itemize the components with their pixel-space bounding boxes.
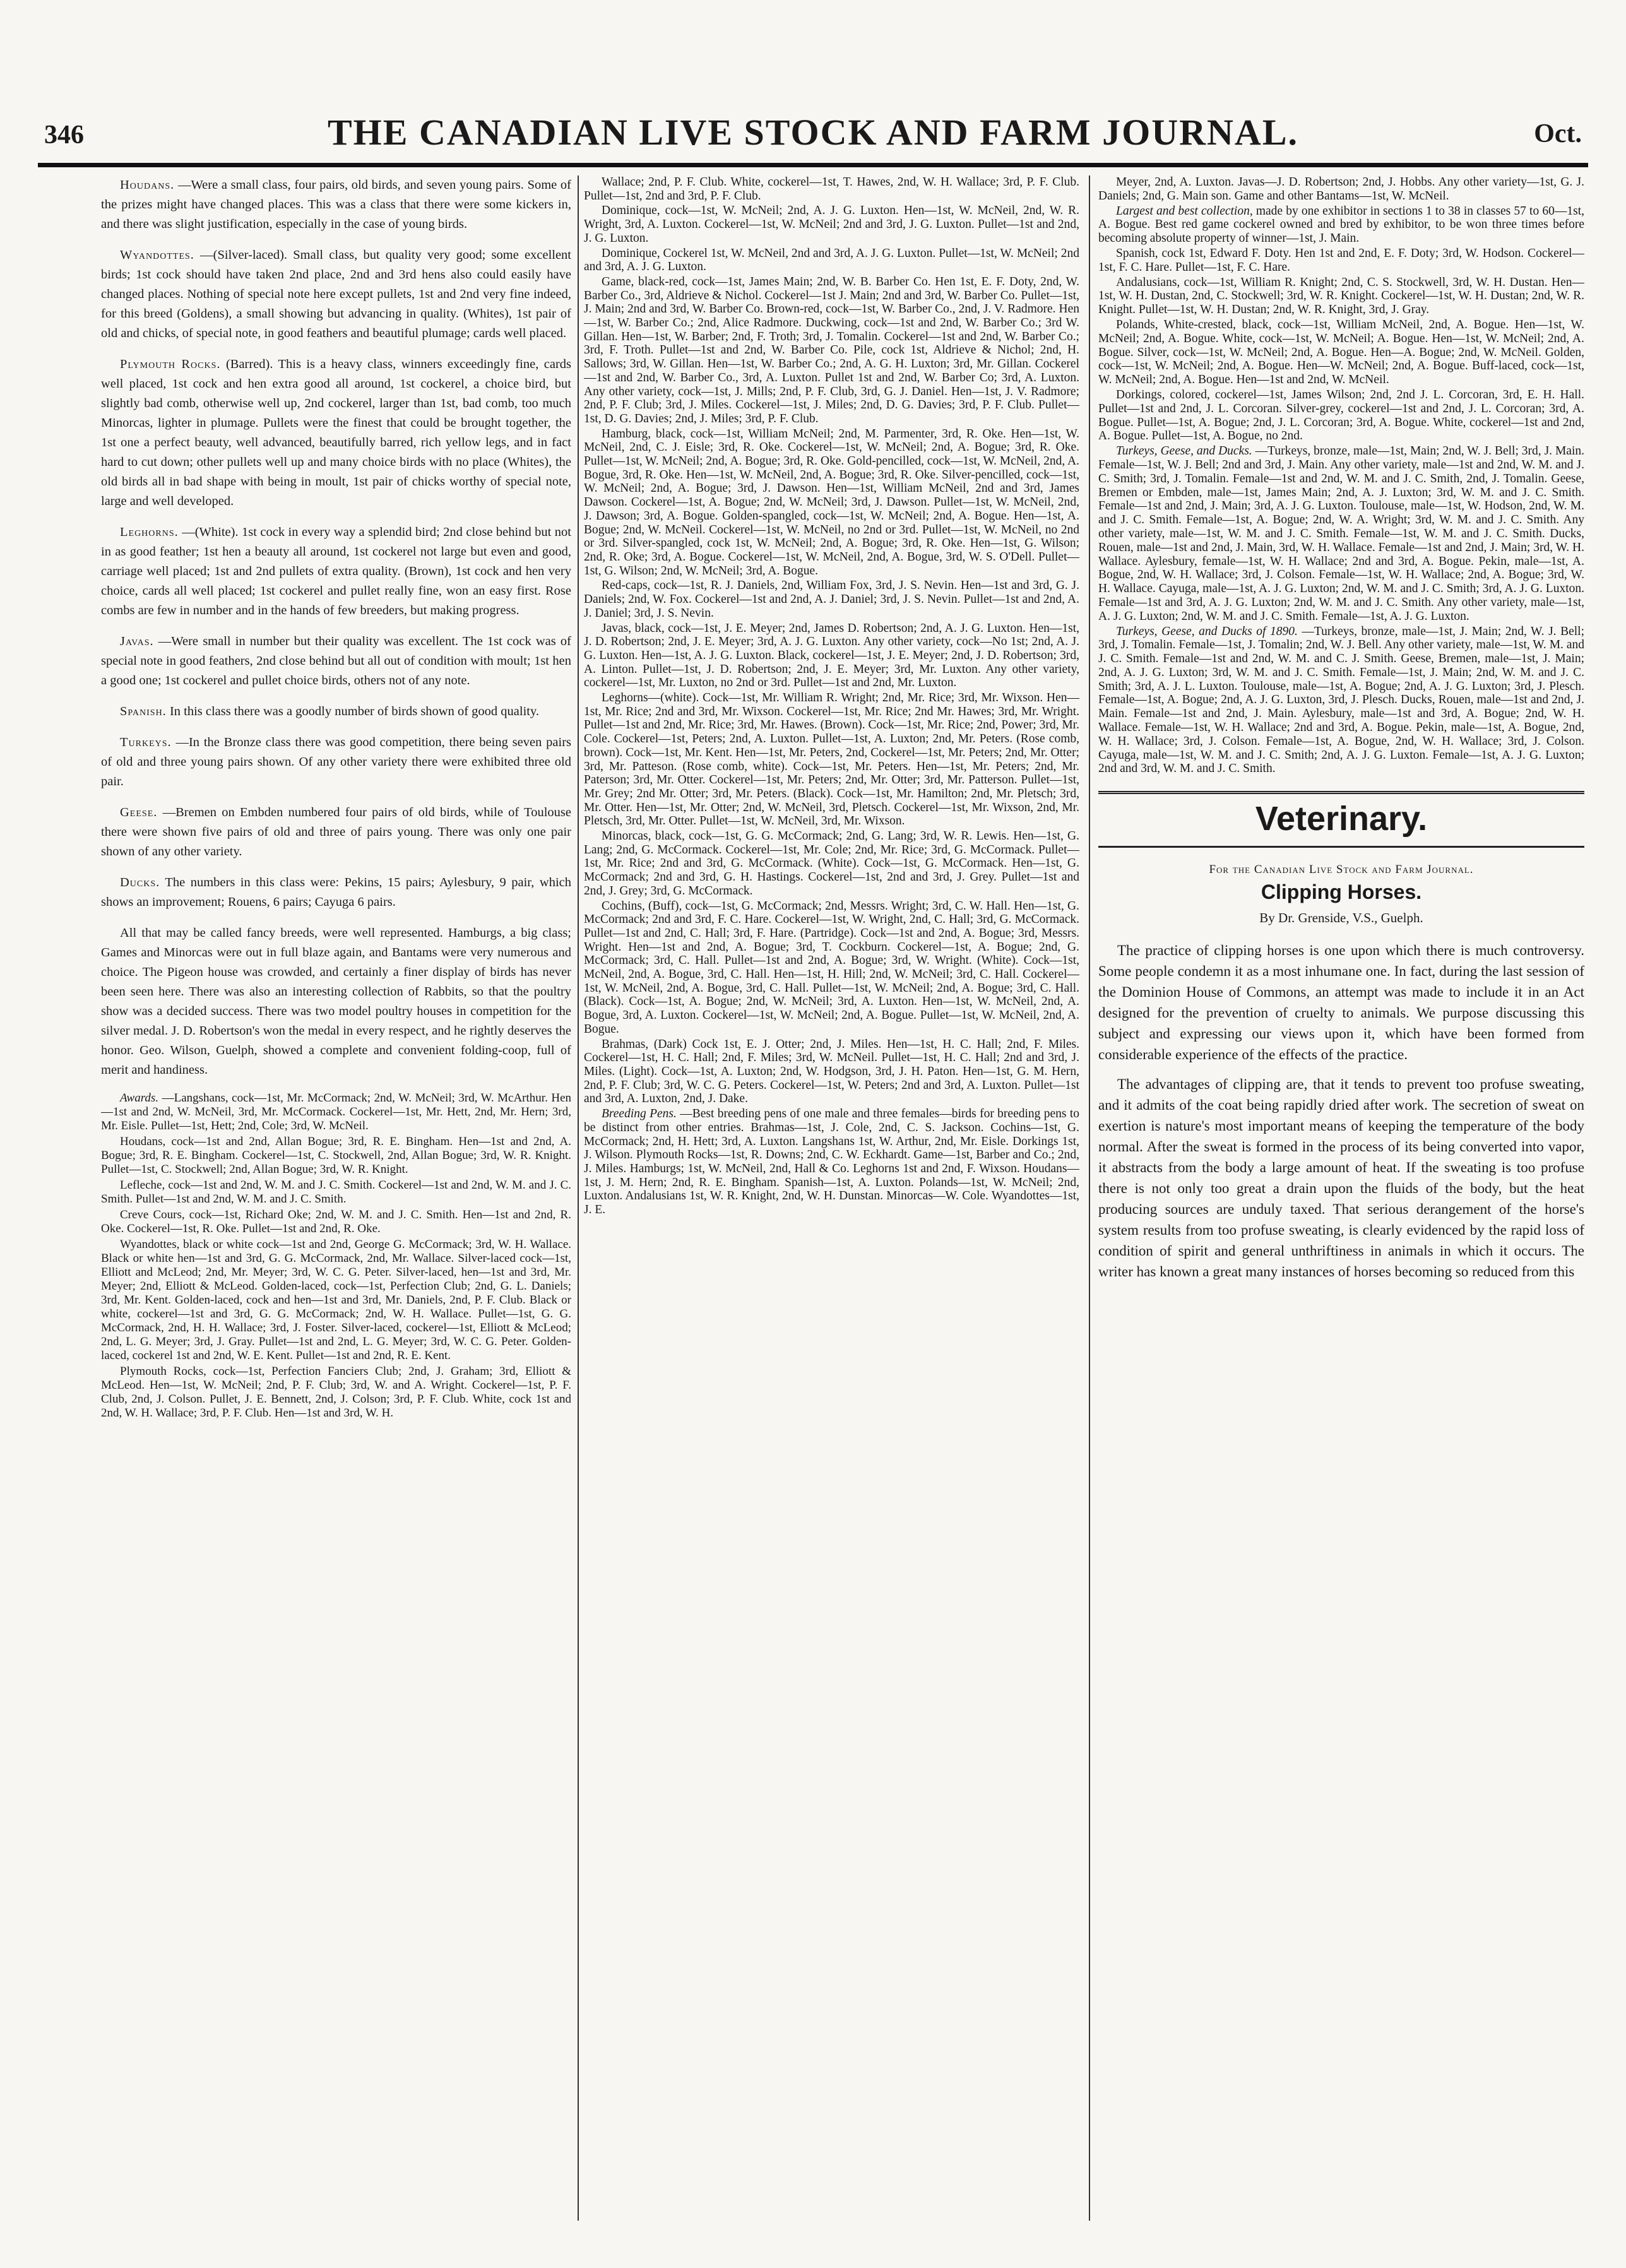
- paragraph-text: Polands, White-crested, black, cock—1st, William McNeil, 2nd, A. Bogue. Hen—1st, W. McNeil; 2nd, A. Bogue. White, cock—1st, W. McNeil; A. Bogue. Hen—1st, W. McNeil; 2nd, A. Bogue. Silver, cock—1st, W. McNeil; 2nd, A. Bogue. Hen—A. Bogue; 2nd, W. McNeil. Golden, cock—1st, W. McNeil; 2nd, A. Bogue. Hen—W. McNeil; 2nd, A. Bogue. Buff-laced, cock—1st, W. McNeil; 2nd, A. Bogue. Hen—1st and 2nd, W. McNeil.: [1098, 318, 1584, 387]
- paragraph-text: Lefleche, cock—1st and 2nd, W. M. and J. C. Smith. Cockerel—1st and 2nd, W. M. and J. C. Smith. Pullet—1st and 2nd, W. M. and J. C. Smith.: [101, 1179, 571, 1206]
- paragraph: [1098, 318, 1584, 387]
- paragraph-lead: Ducks.: [120, 876, 160, 889]
- paragraph-text: Spanish, cock 1st, Edward F. Doty. Hen 1st and 2nd, E. F. Doty; 3rd, W. Hodson. Cockerel—1st, F. C. Hare. Pullet—1st, F. C. Hare.: [1098, 246, 1584, 274]
- paragraph-lead: Spanish.: [120, 704, 167, 718]
- article-paragraph: The practice of clipping horses is one upon which there is much controversy. Some people condemn it as a most inhumane one. In fact, during the last session of the Dominion House of Commons, an attempt was made to include it in an Act designed for the prevention of cruelty to animals. We purpose discussing this subject and expressing our views upon it, which have been formed from considerable experience of the effects of the practice.: [1098, 942, 1584, 1063]
- paragraph-text: —Were a small class, four pairs, old birds, and seven young pairs. Some of the prizes might have changed places. This was a class that there were some kickers in, and there was slight justification, especially in the case of young birds.: [101, 178, 571, 231]
- paragraph-text: made by one exhibitor in sections 1 to 38 in classes 57 to 60—1st, A. Bogue. Best red game cockerel owned and bred by exhibitor, to be won three times before becoming absolute property of winner—1st, J. Main.: [1098, 204, 1584, 246]
- paragraph: [584, 175, 1079, 203]
- paragraph-lead: Houdans.: [120, 178, 175, 192]
- paragraph-lead: Leghorns.: [120, 525, 179, 539]
- paragraph-text: Red-caps, cock—1st, R. J. Daniels, 2nd, William Fox, 3rd, J. S. Nevin. Hen—1st and 3rd, G. J. Daniels; 2nd, W. Fox. Cockerel—1st and 2nd, A. J. Daniel; 3rd, J. S. Nevin. Pullet—1st and 2nd, A. J. Daniel; 3rd, J. S. Nevin.: [584, 579, 1079, 620]
- poultry-report: [101, 175, 571, 1080]
- header-rule: [38, 163, 1588, 167]
- paragraph-text: Javas, black, cock—1st, J. E. Meyer; 2nd, James D. Robertson; 2nd, A. J. G. Luxton. Hen—1st, J. D. Robertson; 2nd, J. E. Meyer; 3rd, A. J. G. Luxton. Any other variety, cock—No 1st; 2nd, A. J. G. Luxton. Hen—1st, A. J. G. Luxton. Black, cockerel—1st, J. E. Meyer; 2nd, J. D. Robertson; 3rd, A. Linton. Pullet—1st, J. D. Robertson; 2nd, J. E. Meyer; 3rd, Mr. Luxton. Any other variety, cockerel—1st, Mr. Luxton, no 2nd or 3rd. Pullet—1st and 2nd, Mr. Luxton.: [584, 621, 1079, 690]
- paragraph: [101, 923, 571, 1080]
- paragraph-text: Game, black-red, cock—1st, James Main; 2nd, W. B. Barber Co. Hen 1st, E. F. Doty, 2nd, W. Barber Co., 3rd, Aldrieve & Nichol. Cockerel—1st J. Main; 2nd and 3rd, W. Barber Co. Pullet—1st, J. Main; 2nd and 3rd, W. Barber Co. Brown-red, cock—1st, W. Barber Co., 2nd, J. V. Radmore. Hen—1st, W. Barber Co.; 2nd, Alice Radmore. Duckwing, cock—1st and 2nd, W. Barber Co.; 3rd W. Gillan. Hen—1st, W. Barber; 2nd, F. Troth; 3rd, J. Tomalin. Cockerel—1st and 2nd, W. Barber Co.; 3rd, F. Troth. Pullet—1st and 2nd, W. Barber Co. Pile, cock 1st, Aldrieve & Nichol; 2nd, H. Sallows; 3rd, W. Gillan. Hen—1st, W. Barber Co.; 2nd, A. G. H. Luxton; 3rd, Mr. Gillan. Cockerel—1st and 2nd, W. Barber Co., 3rd, A. Luxton. Pullet 1st and 2nd, W. Barber Co; 3rd, A. Luxton. Any other variety, cock—1st, J. Mills; 2nd, P. F. Club, 3rd, G. J. Daniel. Hen—1st, J. V. Radmore; 2nd, P. F. Club; 3rd, J. Miles. Cockerel—1st, J. Miles; 2nd, D. G. Davies; 3rd, P. F. Club. Pullet—1st, D. G. Davies; 2nd, J. Miles; 3rd, P. F. Club.: [584, 275, 1079, 425]
- journal-title: THE CANADIAN LIVE STOCK AND FARM JOURNAL.: [327, 112, 1299, 153]
- paragraph: [101, 873, 571, 912]
- paragraph-lead: Turkeys, Geese, and Ducks of 1890.: [1116, 624, 1298, 638]
- paragraph-lead: Turkeys.: [120, 735, 172, 749]
- paragraph-text: Dominique, Cockerel 1st, W. McNeil, 2nd and 3rd, A. J. G. Luxton. Pullet—1st, W. McNeil; 2nd and 3rd, A. J. G. Luxton.: [584, 246, 1079, 274]
- paragraph-text: Dorkings, colored, cockerel—1st, James Wilson; 2nd, 2nd J. L. Corcoran, 3rd, E. H. Hall. Pullet—1st and 2nd, J. L. Corcoran. Silver-grey, cockerel—1st and 2nd, J. L. Corcoran; 3rd, A. Bogue. Pullet—1st, A. Bogue; 2nd, J. L. Corcoran; 3rd, A. Bogue. White, cockerel—1st and 2nd, A. Bogue. Pullet—1st, A. Bogue, no 2nd.: [1098, 388, 1584, 443]
- paragraph: [584, 829, 1079, 898]
- column-1: [101, 175, 571, 2221]
- paragraph: [101, 355, 571, 511]
- paragraph: [101, 523, 571, 620]
- paragraph-lead: Breeding Pens.: [602, 1107, 677, 1121]
- column-3: [1098, 175, 1584, 2221]
- byline: By Dr. Grenside, V.S., Guelph.: [1259, 910, 1423, 926]
- page-number: 346: [44, 121, 84, 150]
- paragraph: [101, 1365, 571, 1420]
- column-divider: [1089, 175, 1090, 2221]
- paragraph: [584, 427, 1079, 578]
- article-body: [1098, 940, 1584, 1282]
- award-listings: [584, 175, 1079, 1217]
- paragraph: [1098, 247, 1584, 275]
- paragraph-lead: Wyandottes.: [120, 248, 194, 262]
- paragraph: [1098, 276, 1584, 317]
- paragraph-text: Meyer, 2nd, A. Luxton. Javas—J. D. Robertson; 2nd, J. Hobbs. Any other variety—1st, G. J. Daniels; 2nd, G. Main son. Game and other Bantams—1st, W. McNeil.: [1098, 175, 1584, 203]
- paragraph: [1098, 444, 1584, 623]
- paragraph-lead: Javas.: [120, 634, 154, 648]
- paragraph-text: —Best breeding pens of one male and three females—birds for breeding pens to be distinct from other entries. Brahmas—1st, J. Cole, 2nd, C. S. Jackson. Cochins—1st, G. McCormack; 2nd, H. Hett; 3rd, A. Luxton. Langshans 1st, W. Arthur, 2nd, Mr. Eisle. Dorkings 1st, J. Wilson. Plymouth Rocks—1st, R. Downs; 2nd, C. W. Eckhardt. Game—1st, Barber and Co.; 2nd, J. Miles. Hamburgs; 1st, W. McNeil, 2nd, Hall & Co. Leghorns 1st and 2nd, F. Wixson. Houdans—1st, J. M. Hern; 2nd, R. E. Bingham. Spanish—1st, A. Luxton. Polands—1st, W. McNeil; 2nd, Luxton. Andalusians 1st, W. R. Knight, 2nd, W. H. Dunstan. Minorcas—W. Cole. Wyandottes—1st, J. E.: [584, 1107, 1079, 1217]
- paragraph-text: —In the Bronze class there was good competition, there being seven pairs of old and three young pairs shown. Of any other variety there were exhibited three old pair.: [101, 735, 571, 788]
- paragraph-text: —Turkeys, bronze, male—1st, J. Main; 2nd, W. J. Bell; 3rd, J. Tomalin. Female—1st, J. Tomalin; 2nd, W. J. Bell. Any other variety, male—1st, W. M. and J. C. Smith. Female—1st and 2nd, W. M. and C. J. Smith. Geese, Bremen, male—1st, J. Main; 2nd, A. J. G. Luxton; 3rd, W. M. and J. C. Smith. Female—1st, J. Main; 2nd, W. M. and J. C. Smith; 3rd, A. J. L. Luxton. Toulouse, male—1st, A. Bogue; 2nd, A. J. G. Luxton; 3rd, J. Plesch. Female—1st, A. Bogue; 2nd, A. J. G. Luxton, 3rd, J. Plesch. Ducks, Rouen, male—1st and 2nd, J. Main. Female—1st and 2nd, J. Main. Aylesbury, male—1st and 3rd, A. Bogue; 2nd, W. H. Wallace. Female—1st, W. H. Wallace; 2nd and 3rd, A. Bogue. Pekin, male—1st, A. Bogue, 2nd, W. H. Wallace; 3rd, J. Colson. Female—1st, A. Bogue, 2nd, W. H. Wallace; 3rd, J. Colson. Cayuga, male—1st, W. M. and J. C. Smith; 2nd, A. J. G. Luxton. Female—1st, A. J. G. Luxton; 2nd and 3rd, W. M. and J. C. Smith.: [1098, 624, 1584, 776]
- paragraph-text: Wallace; 2nd, P. F. Club. White, cockerel—1st, T. Hawes, 2nd, W. H. Wallace; 3rd, P. F. Club. Pullet—1st, 2nd and 3rd, P. F. Club.: [584, 175, 1079, 203]
- paragraph-lead: Awards.: [120, 1091, 159, 1105]
- paragraph-lead: Plymouth Rocks.: [120, 357, 221, 371]
- paragraph: [584, 204, 1079, 245]
- paragraph: [101, 1091, 571, 1133]
- paragraph: [584, 1038, 1079, 1107]
- paragraph-text: Dominique, cock—1st, W. McNeil; 2nd, A. J. G. Luxton. Hen—1st, W. McNeil, 2nd, W. R. Wright, 3rd, A. Luxton. Cockerel—1st, W. McNeil; 2nd and 3rd, J. G. Luxton. Pullet—1st and 2nd, J. G. Luxton.: [584, 204, 1079, 245]
- paragraph: [584, 691, 1079, 828]
- award-listings-continued: [1098, 175, 1584, 776]
- paragraph-text: (Barred). This is a heavy class, winners exceedingly fine, cards well placed, 1st cock and hen extra good all around, 1st cockerel, a choice bird, but slightly bad comb, otherwise well up, 2nd cockerel, larger than 1st, bad comb, too much Minorcas, lighter in plumage. Pullets were the finest that could be brought together, the 1st one a perfect beauty, well advanced, beautifully barred, rich yellow legs, and in fact hard to cut down; other pullets well up and many choice birds with no place (Whites), the old birds all in bad shape with being in moult, 1st pair of chicks worthy of special note, large and well developed.: [101, 357, 571, 508]
- paragraph-text: Houdans, cock—1st and 2nd, Allan Bogue; 3rd, R. E. Bingham. Hen—1st and 2nd, A. Bogue; 3rd, R. E. Bingham. Cockerel—1st, C. Stockwell, 2nd, Allan Bogue; 3rd, W. R. Knight. Pullet—1st, C. Stockwell; 2nd, Allan Bogue; 3rd, W. R. Knight.: [101, 1135, 571, 1176]
- paragraph: [584, 1107, 1079, 1217]
- article-title: Clipping Horses.: [1261, 881, 1422, 904]
- poultry-awards: [101, 1091, 571, 1420]
- paragraph: [584, 622, 1079, 691]
- paragraph-text: Brahmas, (Dark) Cock 1st, E. J. Otter; 2nd, J. Miles. Hen—1st, H. C. Hall; 2nd, F. Miles. Cockerel—1st, H. C. Hall; 2nd, F. Miles; 3rd, W. McNeil. Pullet—1st, H. C. Hall; 2nd and 3rd, J. Miles. (Light). Cock—1st, A. Luxton; 2nd, W. Hodgson, 3rd, J. H. Paton. Hen—1st, G. M. Hern, 2nd, P. F. Club; 3rd, W. C. G. Peters. Cockerel—1st, W. Peters; 2nd and 3rd, A. Luxton. Pullet—1st and 3rd, A. Luxton, 2nd, J. Dake.: [584, 1037, 1079, 1106]
- paragraph-text: —Were small in number but their quality was excellent. The 1st cock was of special note in good feathers, 2nd close behind but all out of condition with moult; 1st hen a good one; 1st cockerel and pullet choice birds, others not of any note.: [101, 634, 571, 687]
- paragraph-text: Plymouth Rocks, cock—1st, Perfection Fanciers Club; 2nd, J. Graham; 3rd, Elliott & McLeod. Hen—1st, W. McNeil; 2nd, P. F. Club; 3rd, W. and A. Wright. Cockerel—1st, P. F. Club, 2nd, J. Colson. Pullet, J. E. Bennett, 2nd, J. Colson; 3rd, P. F. Club. White, cock 1st and 2nd, W. H. Wallace; 3rd, P. F. Club. Hen—1st and 3rd, W. H.: [101, 1365, 571, 1420]
- section-rule: [1098, 791, 1584, 794]
- article-paragraph: The advantages of clipping are, that it tends to prevent too profuse sweating, and it admits of the coat being rapidly dried after work. The secretion of sweat on exertion is nature's most important means of keeping the temperature of the body normal. After the sweat is formed in the process of its being converted into vapor, it abstracts from the body a large amount of heat. If the sweating is too profuse there is not only too great a drain upon the fluids of the body, but the heat producing sources are unduly taxed. That serious derangement of the horse's system results from too profuse sweating, is clearly evidenced by the rapid loss of condition of spirit and general unthriftiness in animals in which it occurs. The writer has known a great many instances of horses becoming so reduced from this: [1098, 1076, 1584, 1280]
- paragraph: [584, 247, 1079, 274]
- paragraph-text: All that may be called fancy breeds, were well represented. Hamburgs, a big class; Games and Minorcas were out in full blaze again, and Bantams were very numerous and choice. The Pigeon house was crowded, and certainly a finer display of birds has never been seen here. There was also an interesting collection of Rabbits, so that the poultry show was a decided success. There was two model poultry houses in competition for the silver medal. J. D. Robertson's won the medal in every respect, and he rightly deserves the honor. Geo. Wilson, Guelph, showed a complete and convenient folding-coop, full of merit and handiness.: [101, 926, 571, 1077]
- paragraph: [584, 899, 1079, 1036]
- paragraph: [1098, 625, 1584, 776]
- paragraph: [101, 803, 571, 862]
- paragraph-text: Wyandottes, black or white cock—1st and 2nd, George G. McCormack; 3rd, W. H. Wallace. Black or white hen—1st and 3rd, G. G. McCormack, 2nd, Mr. Wallace. Silver-laced cock—1st, Elliott and McLeod; 2nd, Mr. Meyer; 3rd, W. C. G. Peter. Silver-laced, hen—1st and 3rd, Mr. Meyer; 2nd, Elliott & McLeod. Golden-laced, cock—1st, Perfection Club; 2nd, G. L. Daniels; 3rd, Mr. Kent. Golden-laced, cock and hen—1st and 3rd, Mr. Daniels, 2nd, P. F. Club. Black or white, cockerel—1st and 3rd, G. G. McCormack; 2nd, W. H. Wallace. Pullet—1st, G. G. McCormack, 2nd, H. H. Wallace; 3rd, J. Foster. Silver-laced, cockerel—1st, Elliott & McLeod; 2nd, L. G. Meyer; 3rd, J. Gray. Pullet—1st and 2nd, L. G. Meyer; 3rd, W. C. G. Peter. Golden-laced, cockerel 1st and 2nd, W. E. Kent. Pullet—1st and 2nd, R. E. Kent.: [101, 1238, 571, 1362]
- page-header: [38, 106, 1588, 157]
- paragraph: [1098, 388, 1584, 443]
- paragraph-text: In this class there was a goodly number of birds shown of good quality.: [169, 704, 540, 718]
- paragraph-text: Cochins, (Buff), cock—1st, G. McCormack; 2nd, Messrs. Wright; 3rd, C. W. Hall. Hen—1st, G. McCormack; 2nd and 3rd, F. C. Hare. Cockerel—1st, W. Wright, 2nd, C. Hall; 3rd, G. McCormack. Pullet—1st and 2nd, C. Hall; 3rd, F. Hare. (Partridge). Cock—1st and 2nd, A. Bogue; 3rd, Messrs. Wright. Hen—1st and 2nd, A. Bogue; 3rd, T. Cockburn. Cockerel—1st, A. Bogue; 2nd, G. McCormack; 3rd, C. Hall. Pullet—1st and 2nd, A. Bogue; 3rd, W. Wright. (White). Cock—1st, McNeil, 2nd, A. Bogue, 3rd, C. Hall. Hen—1st, H. Hill; 2nd, W. McNeil; 3rd, C. Hall. Cockerel—1st, W. McNeil, 2nd, A. Bogue, 3rd, C. Hall. Pullet—1st, W. McNeil; 2nd, A. Bogue; 3rd, C. Hall. (Black). Cock—1st, A. Bogue; 2nd, W. McNeil; 3rd, A. Luxton. Hen—1st, W. McNeil, 2nd, A. Bogue, 3rd, A. Luxton. Cockerel—1st, W. McNeil; 2nd, A. Bogue. Pullet—1st, W. McNeil, 2nd, A. Bogue.: [584, 899, 1079, 1036]
- paragraph-lead: Geese.: [120, 805, 158, 819]
- paragraph-text: Minorcas, black, cock—1st, G. G. McCormack; 2nd, G. Lang; 3rd, W. R. Lewis. Hen—1st, G. Lang; 2nd, G. McCormack. Cockerel—1st, Mr. Cole; 2nd, Mr. Rice; 3rd, G. McCormack. Pullet—1st, Mr. Rice; 2nd and 3rd, G. McCormack. (White). Cock—1st, G. McCormack. Hen—1st, G. McCormack; 2nd and 3rd, G. H. Hastings. Cockerel—1st, 2nd and 3rd, J. Grey. Pullet—1st and 2nd, J. Grey; 3rd, G. McCormack.: [584, 829, 1079, 898]
- issue-month: Oct.: [1534, 119, 1582, 148]
- section-rule: [1098, 846, 1584, 848]
- paragraph: [101, 733, 571, 792]
- paragraph: [1098, 175, 1584, 203]
- paragraph: [584, 579, 1079, 620]
- paragraph: [101, 246, 571, 343]
- paragraph-text: —Turkeys, bronze, male—1st, Main; 2nd, W. J. Bell; 3rd, J. Main. Female—1st, W. J. Bell; 2nd and 3rd, J. Main. Any other variety, male—1st and 2nd, W. M. and J. C. Smith; 3rd, J. Tomalin. Female—1st and 2nd, W. M. and J. C. Smith, 2nd, J. Tomalin. Geese, Bremen or Embden, male—1st, James Main; 2nd, A. J. Luxton; 3rd, W. M. and J. C. Smith. Female—1st and 2nd, J. Main; 3rd, A. J. G. Luxton. Toulouse, male—1st, W. Hodson, 2nd, W. M. and J. C. Smith. Female—1st, A. Bogue; 2nd, W. A. Wright; 3rd, W. M. and J. C. Smith. Any other variety, male—1st, W. M. and J. C. Smith. Female—1st, W. M. and J. C. Smith. Ducks, Rouen, male—1st and 2nd, J. Main, 3rd, W. H. Wallace. Female—1st and 2nd, J. Main; 3rd, W. H. Wallace. Aylesbury, female—1st, W. H. Wallace; 2nd and 3rd, A. Bogue. Pekin, male—1st, A. Bogue, 2nd, W. H. Wallace; 3rd, J. Colson. Female—1st, W. H. Wallace; 2nd, A. Bogue; 3rd, W. H. Wallace. Cayuga, male—1st, A. J. G. Luxton; 2nd, W. M. and J. C. Smith; 3rd, A. J. G. Luxton. Female—1st and 3rd, A. J. G. Luxton; 2nd, W. M. and J. C. Smith. Any other variety, male—1st, A. J. G. Luxton; 2nd, W. M. and J. C. Smith. Female—1st, A. J. G. Luxton.: [1098, 444, 1584, 623]
- section-heading-veterinary: Veterinary.: [1255, 800, 1428, 838]
- paragraph: [101, 175, 571, 234]
- paragraph: [101, 1238, 571, 1363]
- paragraph: [584, 275, 1079, 426]
- column-divider: [578, 175, 579, 2221]
- column-2: [584, 175, 1079, 2221]
- paragraph-text: —(Silver-laced). Small class, but quality very good; some excellent birds; 1st cock should have taken 2nd place, 2nd and 3rd hens also could easily have changed places. Nothing of special note here except pullets, 1st and 2nd very fine indeed, for this breed (Goldens), a small showing but advancing in quality. (Whites), 1st pair of old and chicks, of special note, in good feathers and beautiful plumage; cards well placed.: [101, 248, 571, 340]
- paragraph-text: —Langshans, cock—1st, Mr. McCormack; 2nd, W. McNeil; 3rd, W. McArthur. Hen—1st and 2nd, W. McNeil, 3rd, Mr. McCormack. Cockerel—1st, Mr. Hett, 2nd, Mr. Hern; 3rd, Mr. Eisle. Pullet—1st, Hett; 2nd, Cole; 3rd, W. McNeil.: [101, 1091, 571, 1132]
- paragraph-lead: Largest and best collection,: [1116, 204, 1253, 218]
- paragraph: [101, 702, 571, 721]
- paragraph-text: The numbers in this class were: Pekins, 15 pairs; Aylesbury, 9 pair, which shows an improvement; Rouens, 6 pairs; Cayuga 6 pairs.: [101, 876, 571, 909]
- paragraph-text: —Bremen on Embden numbered four pairs of old birds, while of Toulouse there were shown five pairs of old and three of pairs young. There was only one pair shown of any other variety.: [101, 805, 571, 858]
- paragraph-text: Leghorns—(white). Cock—1st, Mr. William R. Wright; 2nd, Mr. Rice; 3rd, Mr. Wixson. Hen—1st, Mr. Rice; 2nd and 3rd, Mr. Wixson. Cockerel—1st, Mr. Rice; 2nd Mr. Hawes; 3rd, Mr. Wright. Pullet—1st and 2nd, Mr. Rice; 3rd, Mr. Hawes. (Brown). Cock—1st, Mr. Rice; 2nd, Power; 3rd, Mr. Cole. Cockerel—1st, Peters; 2nd, A. Luxton. Pullet—1st, A. Luxton; 2nd, Mr. Peters. (Rose comb, brown). Cock—1st, Mr. Kent. Hen—1st, Mr. Peters, 2nd, Cockerel—1st, Mr. Peters; 2nd, Mr. Otter; 3rd, Mr. Patteson. (Rose comb, white). Cock—1st, Mr. Peters. Hen—1st, Mr. Peters; 2nd, Mr. Paterson; 3rd, Mr. Otter. Cockerel—1st, Mr. Peters; 2nd, Mr. Otter; 3rd, Mr. Patterson. Pullet—1st, Mr. Grey; 2nd Mr. Otter; 3rd, Mr. Peters. (Black). Cock—1st, Mr. Hamilton; 2nd, Mr. Pletsch; 3rd, Mr. Otter. Hen—1st, Mr. Otter; 2nd, W. McNeil, 3rd, Pletsch. Cockerel—1st, Mr. Wixson, 2nd, Mr. Pletsch, 3rd, Mr. Otter. Pullet—1st, W. McNeil, 3rd, Mr. Wixson.: [584, 691, 1079, 828]
- paragraph-lead: Turkeys, Geese, and Ducks.: [1116, 444, 1252, 458]
- paragraph: [101, 1135, 571, 1177]
- paragraph: [101, 1179, 571, 1206]
- paragraph: [1098, 205, 1584, 246]
- paragraph: [101, 1208, 571, 1236]
- paragraph-text: Andalusians, cock—1st, William R. Knight; 2nd, C. S. Stockwell, 3rd, W. H. Dustan. Hen—1st, W. H. Dustan, 2nd, C. Stockwell; 3rd, W. R. Knight. Cockerel—1st, W. H. Dustan; 2nd, W. R. Knight. Pullet—1st, W. H. Dustan; 2nd, W. R. Knight, 3rd, J. Gray.: [1098, 275, 1584, 317]
- paragraph-text: Creve Cours, cock—1st, Richard Oke; 2nd, W. M. and J. C. Smith. Hen—1st and 2nd, R. Oke. Cockerel—1st, R. Oke. Pullet—1st and 2nd, R. Oke.: [101, 1208, 571, 1235]
- attribution-line: For the Canadian Live Stock and Farm Journal.: [1209, 863, 1474, 877]
- paragraph-text: Hamburg, black, cock—1st, William McNeil; 2nd, M. Parmenter, 3rd, R. Oke. Hen—1st, W. McNeil, 2nd, C. J. Eisle; 3rd, R. Oke. Cockerel—1st, W. McNeil; 2nd, A. Bogue; 3rd, R. Oke. Pullet—1st, W. McNeil; 2nd, A. Bogue; 3rd, R. Oke. Gold-pencilled, cock—1st, W. McNeil, 2nd, A. Bogue, 3rd, R. Oke. Hen—1st, W. McNeil, 2nd, A. Bogue; 3rd, R. Oke. Silver-pencilled, cock—1st, W. McNeil; 2nd, A. Bogue; 3rd, J. Dawson. Hen—1st, William McNeil, 2nd and 3rd, James Dawson. Cockerel—1st, A. Bogue; 2nd, W. McNeil; 3rd, J. Dawson. Pullet—1st, W. McNeil, 2nd, J. Dawson; 3rd, A. Bogue. Golden-spangled, cock—1st, W. McNeil; 2nd, A. Bogue. Hen—1st, A. Bogue; 2nd, W. McNeil. Cockerel—1st, W. McNeil, no 2nd or 3rd. Pullet—1st, W. McNeil, no 2nd or 3rd. Silver-spangled, cock 1st, W. McNeil; 2nd, A. Bogue; 3rd, R. Oke. Hen—1st, G. Wilson; 2nd, R. Oke; 3rd, A. Bogue. Cockerel—1st, W. McNeil, 2nd, A. Bogue, 3rd, W. S. O'Dell. Pullet—1st, G. Wilson; 2nd, W. McNeil; 3rd, A. Bogue.: [584, 427, 1079, 578]
- paragraph-text: —(White). 1st cock in every way a splendid bird; 2nd close behind but not in as good feather; 1st hen a beauty all around, 1st cockerel not large but even and good, carriage well placed; 1st and 2nd pullets of extra quality. (Brown), 1st cock and hen very choice, cards all well placed; 1st cockerel and pullet really fine, won an easy first. Rose combs are few in number and in the hands of few breeders, but making progress.: [101, 525, 571, 617]
- paragraph: [101, 632, 571, 691]
